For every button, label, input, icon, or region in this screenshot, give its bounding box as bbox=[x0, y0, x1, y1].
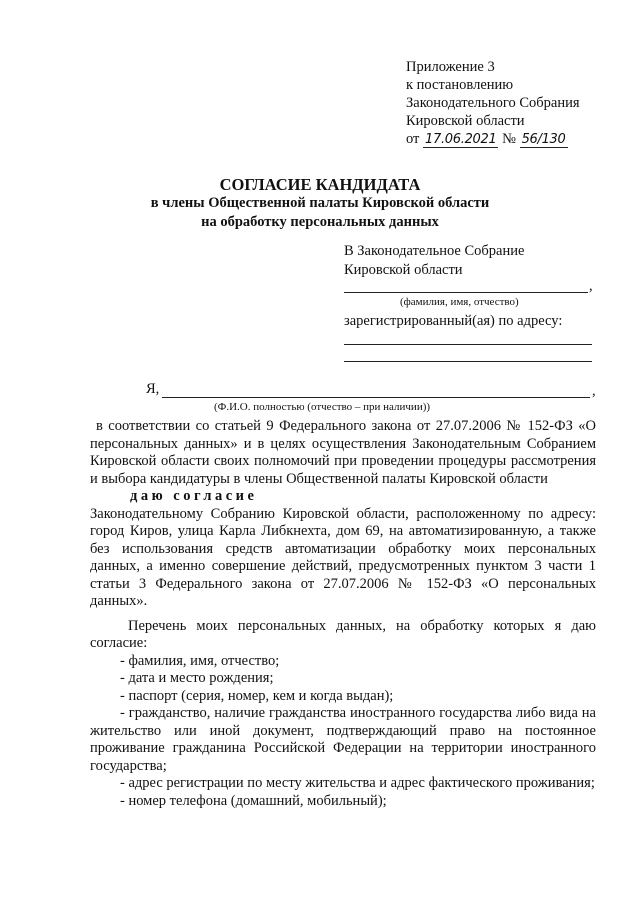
list-item: - паспорт (серия, номер, кем и когда выдан); bbox=[120, 687, 394, 704]
list-item: - фамилия, имя, отчество; bbox=[120, 652, 280, 669]
declarant-pronoun: Я, bbox=[146, 381, 160, 397]
consent-body bbox=[90, 418, 596, 810]
document-title: СОГЛАСИЕ КАНДИДАТА bbox=[219, 175, 421, 194]
address-fill-line[interactable] bbox=[344, 361, 592, 362]
date-prefix: от bbox=[406, 131, 420, 147]
appendix-line: Кировской области bbox=[406, 113, 525, 129]
purpose-paragraph: в соответствии со статьей 9 Федерального закона от 27.07.2006 № 152-ФЗ «О персональных данных» и в целях осуществления Законодательным Собранием Кировской области своих полномочий при проведении процедуры рассмотрения и выбора кандидатуры в члены Общественной палаты Кировской области bbox=[90, 418, 596, 487]
handwritten-number: 56/130 bbox=[521, 132, 566, 147]
consent-heading: даю согласие bbox=[130, 488, 258, 504]
list-intro: Перечень моих персональных данных, на обработку которых я даю согласие: bbox=[90, 617, 596, 651]
appendix-line: к постановлению bbox=[406, 77, 514, 93]
number-prefix: № bbox=[502, 131, 516, 147]
document-subtitle: в члены Общественной палаты Кировской области bbox=[150, 195, 490, 211]
comma: , bbox=[589, 278, 593, 294]
addressee-block bbox=[344, 242, 594, 280]
fio-caption: (Ф.И.О. полностью (отчество – при наличии)) bbox=[214, 401, 431, 413]
list-item: - гражданство, наличие гражданства иностранного государства либо вида на жительство или иной документ, подтверждающий право на постоянное проживание гражданина Российской Федерации на территории иностранного государства; bbox=[90, 705, 596, 774]
list-item: - дата и место рождения; bbox=[120, 670, 274, 686]
appendix-date-line bbox=[406, 130, 616, 149]
list-item: - номер телефона (домашний, мобильный); bbox=[120, 792, 387, 809]
registered-address-label: зарегистрированный(ая) по адресу: bbox=[344, 313, 563, 329]
appendix-block bbox=[406, 58, 616, 149]
handwritten-date: 17.06.2021 bbox=[425, 132, 497, 147]
addressee-line: В Законодательное Собрание bbox=[344, 243, 525, 259]
comma: , bbox=[592, 383, 596, 399]
appendix-line: Приложение 3 bbox=[406, 59, 495, 75]
fio-fill-line[interactable] bbox=[162, 397, 590, 398]
operator-paragraph: Законодательному Собранию Кировской области, расположенному по адресу: город Киров, улица Карла Либкнехта, дом 69, на автоматизированную, а также без использования средств автоматизации обработку моих персональных данных, а именно совершение действий, предусмотренных пунктом 3 части 1 статьи 3 Федерального закона от 27.07.2006 № 152-ФЗ «О персональных данных». bbox=[90, 505, 596, 609]
list-item: - адрес регистрации по месту жительства и адрес фактического проживания; bbox=[120, 775, 595, 791]
name-fill-line[interactable] bbox=[344, 292, 588, 293]
document-subtitle: на обработку персональных данных bbox=[201, 214, 439, 230]
appendix-line: Законодательного Собрания bbox=[406, 95, 580, 111]
address-fill-line[interactable] bbox=[344, 344, 592, 345]
name-caption: (фамилия, имя, отчество) bbox=[400, 296, 519, 308]
addressee-line: Кировской области bbox=[344, 262, 463, 278]
